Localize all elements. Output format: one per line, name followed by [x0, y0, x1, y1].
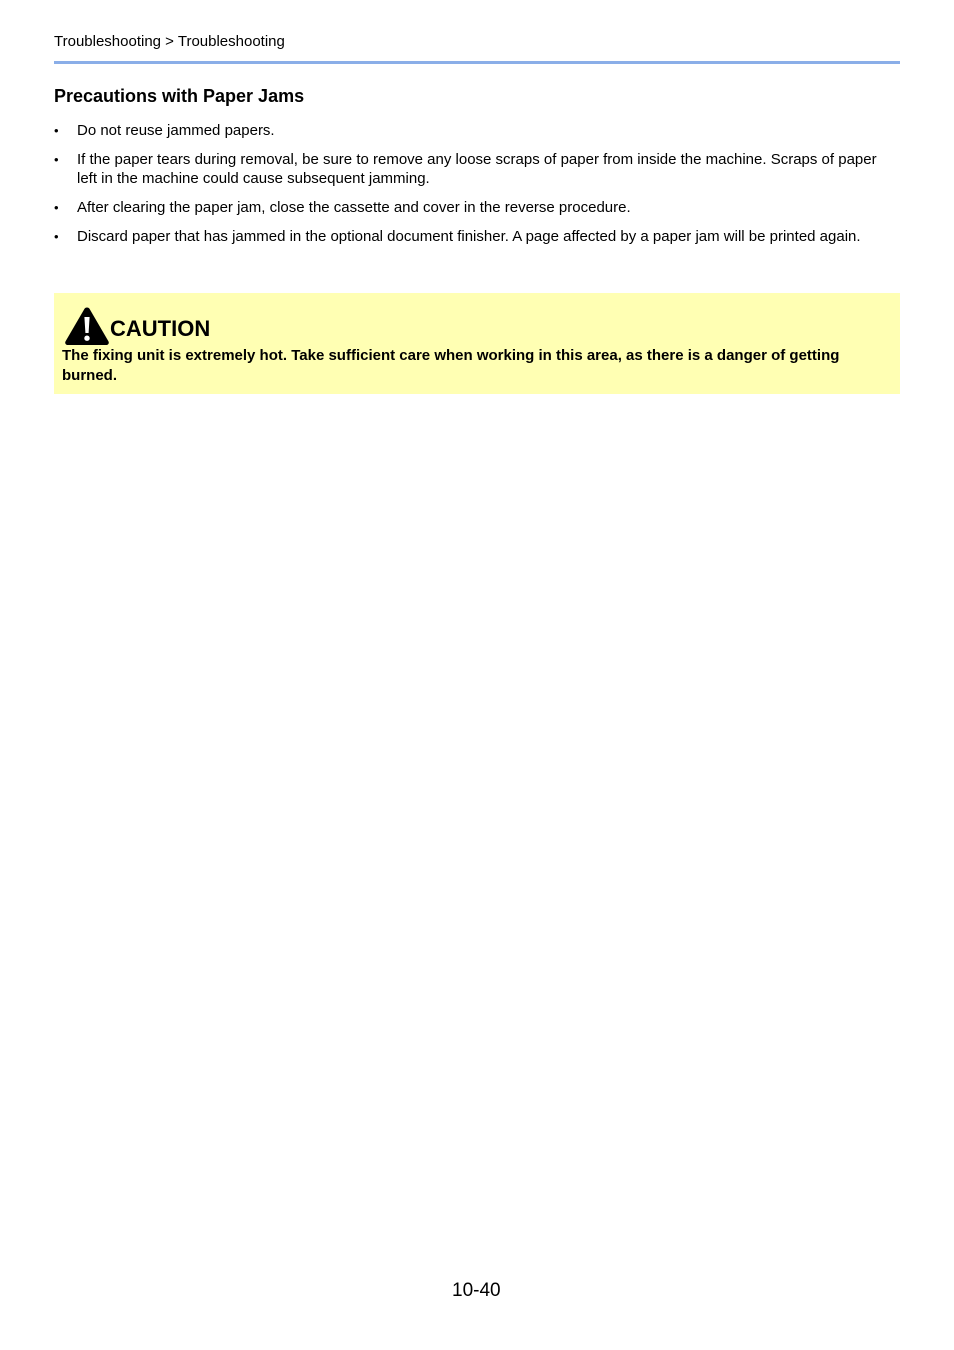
list-item	[54, 150, 900, 188]
precautions-list	[54, 121, 900, 256]
caution-text: The fixing unit is extremely hot. Take sufficient care when working in this area, as there is a danger of getting burned.	[62, 347, 840, 384]
bullet-marker: •	[54, 123, 59, 138]
list-item	[54, 121, 900, 140]
warning-triangle-icon	[64, 306, 110, 346]
list-item	[54, 227, 900, 246]
bullet-marker: •	[54, 200, 59, 215]
header-divider	[54, 61, 900, 64]
list-item-text: After clearing the paper jam, close the cassette and cover in the reverse procedure.	[77, 199, 631, 216]
caution-box	[54, 293, 900, 394]
section-heading: Precautions with Paper Jams	[54, 86, 305, 106]
list-item-text: Discard paper that has jammed in the optional document finisher. A page affected by a paper jam will be printed again.	[77, 228, 861, 245]
page-number: 10-40	[452, 1280, 501, 1301]
list-item-text: If the paper tears during removal, be sure to remove any loose scraps of paper from inside the machine. Scraps of paper left in the machine could cause subsequent jamming.	[77, 151, 877, 187]
bullet-marker: •	[54, 152, 59, 167]
bullet-marker: •	[54, 229, 59, 244]
breadcrumb: Troubleshooting > Troubleshooting	[54, 33, 285, 50]
caution-title: CAUTION	[110, 316, 211, 341]
list-item-text: Do not reuse jammed papers.	[77, 122, 275, 139]
list-item	[54, 198, 900, 217]
